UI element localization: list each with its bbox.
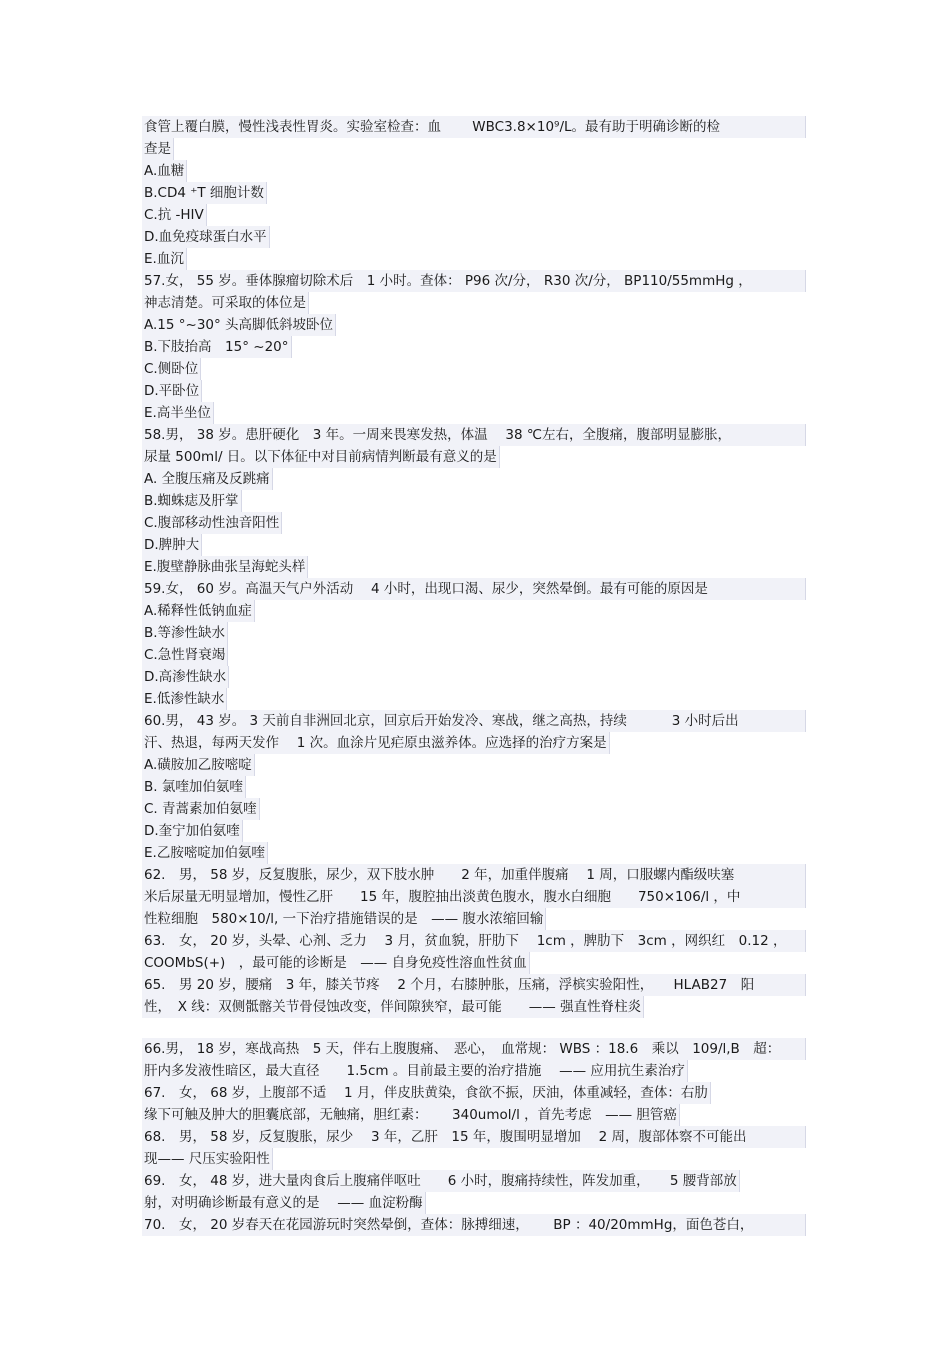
text-line xyxy=(142,600,806,622)
text-line-content: 查是 xyxy=(142,138,174,160)
text-line-content: D.平卧位 xyxy=(142,380,202,402)
text-line xyxy=(142,380,806,402)
text-line-content: B.等渗性缺水 xyxy=(142,622,228,644)
text-line-content: C.急性肾衰竭 xyxy=(142,644,228,666)
text-line xyxy=(142,358,806,380)
text-line xyxy=(142,886,806,908)
text-line-content: 尿量 500ml/ 日。以下体征中对目前病情判断最有意义的是 xyxy=(142,446,500,468)
text-line-content: 68. 男， 58 岁，反复腹胀，尿少 3 年，乙肝 15 年，腹围明显增加 2 周，腹部体察不可能出 xyxy=(142,1126,806,1148)
blank-gap xyxy=(142,1018,806,1038)
text-line xyxy=(142,270,806,292)
text-line-content: A.15 °~30° 头高脚低斜坡卧位 xyxy=(142,314,336,336)
text-line-content: 肝内多发液性暗区，最大直径 1.5cm 。目前最主要的治疗措施 —— 应用抗生素治疗 xyxy=(142,1060,688,1082)
text-line-content: 食管上覆白膜，慢性浅表性胃炎。实验室检查：血 WBC3.8×10⁹/L。最有助于明确诊断的检 xyxy=(142,116,806,138)
text-line xyxy=(142,908,806,930)
text-line-content: A.磺胺加乙胺嘧啶 xyxy=(142,754,255,776)
text-line xyxy=(142,1214,806,1236)
text-line xyxy=(142,1170,806,1192)
text-line xyxy=(142,864,806,886)
text-line xyxy=(142,336,806,358)
text-line xyxy=(142,1060,806,1082)
text-line-content: 62. 男， 58 岁，反复腹胀，尿少，双下肢水肿 2 年，加重伴腹痛 1 周，口服螺内酯级呋塞 xyxy=(142,864,806,886)
text-line xyxy=(142,754,806,776)
text-line xyxy=(142,248,806,270)
text-line-content: 66.男， 18 岁，寒战高热 5 天，伴右上腹腹痛、 恶心， 血常规： WBS ：18.6 乘以 109/l,B 超： xyxy=(142,1038,806,1060)
text-line xyxy=(142,490,806,512)
text-line-content: 汗、热退，每两天发作 1 次。血涂片见疟原虫滋养体。应选择的治疗方案是 xyxy=(142,732,610,754)
text-line-content: B.蜘蛛痣及肝掌 xyxy=(142,490,242,512)
text-line-content: B. 氯喹加伯氨喹 xyxy=(142,776,246,798)
text-line-content: 59.女， 60 岁。高温天气户外活动 4 小时，出现口渴、尿少，突然晕倒。最有可能的原因是 xyxy=(142,578,806,600)
text-line xyxy=(142,842,806,864)
text-line-content: D.血免疫球蛋白水平 xyxy=(142,226,270,248)
text-line xyxy=(142,116,806,138)
text-line-content: 性， X 线：双侧骶髂关节骨侵蚀改变，伴间隙狭窄，最可能 —— 强直性脊柱炎 xyxy=(142,996,644,1018)
text-line xyxy=(142,160,806,182)
text-line xyxy=(142,776,806,798)
text-line-content: A.稀释性低钠血症 xyxy=(142,600,255,622)
text-line-content: C. 青蒿素加伯氨喹 xyxy=(142,798,260,820)
text-line xyxy=(142,578,806,600)
text-line-content: B.CD4 ⁺T 细胞计数 xyxy=(142,182,267,204)
text-line-content: B.下肢抬高 15° ~20° xyxy=(142,336,292,358)
text-line-content: D.脾肿大 xyxy=(142,534,202,556)
text-line-content: D.高渗性缺水 xyxy=(142,666,229,688)
text-line xyxy=(142,402,806,424)
text-line xyxy=(142,644,806,666)
text-line-content: 60.男， 43 岁。 3 天前自非洲回北京，回京后开始发冷、寒战，继之高热，持续 3 小时后出 xyxy=(142,710,806,732)
text-line xyxy=(142,732,806,754)
text-line-content: D.奎宁加伯氨喹 xyxy=(142,820,243,842)
text-line-content: E.低渗性缺水 xyxy=(142,688,227,710)
text-line xyxy=(142,666,806,688)
text-line-content: 性粒细胞 580×10/l, 一下治疗措施错误的是 —— 腹水浓缩回输 xyxy=(142,908,546,930)
text-line-content: E.腹壁静脉曲张呈海蛇头样 xyxy=(142,556,308,578)
text-line-content: E.血沉 xyxy=(142,248,187,270)
text-line xyxy=(142,996,806,1018)
text-line xyxy=(142,930,806,952)
text-line xyxy=(142,820,806,842)
text-line-content: 57.女， 55 岁。垂体腺瘤切除术后 1 小时。查体： P96 次/分， R30 次/分， BP110/55mmHg ， xyxy=(142,270,806,292)
document-page xyxy=(142,116,806,1236)
text-line xyxy=(142,798,806,820)
text-line-content: C.抗 -HIV xyxy=(142,204,207,226)
text-line xyxy=(142,952,806,974)
text-line-content: 69. 女， 48 岁，进大量肉食后上腹痛伴呕吐 6 小时，腹痛持续性，阵发加重， 5 腰背部放 xyxy=(142,1170,740,1192)
text-line xyxy=(142,446,806,468)
text-line xyxy=(142,138,806,160)
text-line xyxy=(142,512,806,534)
text-line-content: 63. 女， 20 岁，头晕、心剂、乏力 3 月，贫血貌，肝肋下 1cm ，脾肋下 3cm ，网织红 0.12 ， xyxy=(142,930,806,952)
text-line-content: A.血糖 xyxy=(142,160,187,182)
text-line xyxy=(142,1126,806,1148)
text-line xyxy=(142,1082,806,1104)
text-line-content: 米后尿量无明显增加，慢性乙肝 15 年，腹腔抽出淡黄色腹水，腹水白细胞 750×106/l ，中 xyxy=(142,886,806,908)
text-line xyxy=(142,1148,806,1170)
text-line xyxy=(142,534,806,556)
text-line xyxy=(142,1104,806,1126)
text-line xyxy=(142,1192,806,1214)
text-line-content: C.腹部移动性浊音阳性 xyxy=(142,512,282,534)
text-line-content: 65. 男 20 岁，腰痛 3 年，膝关节疼 2 个月，右膝肿胀，压痛，浮槟实验阳性， HLAB27 阳 xyxy=(142,974,806,996)
text-line xyxy=(142,710,806,732)
text-line-content: A. 全腹压痛及反跳痛 xyxy=(142,468,273,490)
text-line xyxy=(142,204,806,226)
text-line-content: 现—— 尺压实验阳性 xyxy=(142,1148,273,1170)
text-line xyxy=(142,556,806,578)
text-line-content: E.乙胺嘧啶加伯氨喹 xyxy=(142,842,268,864)
text-line-content: C.侧卧位 xyxy=(142,358,201,380)
text-line xyxy=(142,424,806,446)
text-line-content: 射，对明确诊断最有意义的是 —— 血淀粉酶 xyxy=(142,1192,426,1214)
text-line xyxy=(142,314,806,336)
text-line xyxy=(142,182,806,204)
text-line xyxy=(142,1038,806,1060)
text-line xyxy=(142,688,806,710)
text-line-content: COOMbS(+) ，最可能的诊断是 —— 自身免疫性溶血性贫血 xyxy=(142,952,530,974)
text-line-content: 67. 女， 68 岁，上腹部不适 1 月，伴皮肤黄染，食欲不振，厌油，体重减轻，查体：右肋 xyxy=(142,1082,711,1104)
text-line-content: 神志清楚。可采取的体位是 xyxy=(142,292,309,314)
text-line xyxy=(142,974,806,996)
text-line xyxy=(142,468,806,490)
text-line xyxy=(142,622,806,644)
text-line-content: E.高半坐位 xyxy=(142,402,214,424)
text-line xyxy=(142,226,806,248)
text-line-content: 缘下可触及肿大的胆囊底部，无触痛，胆红素： 340umol/l ，首先考虑 —— 胆管癌 xyxy=(142,1104,680,1126)
text-line-content: 58.男， 38 岁。患肝硬化 3 年。一周来畏寒发热，体温 38 ℃左右，全腹痛，腹部明显膨胀， xyxy=(142,424,806,446)
text-line xyxy=(142,292,806,314)
text-line-content: 70. 女， 20 岁春天在花园游玩时突然晕倒，查体：脉搏细速， BP ：40/20mmHg，面色苍白， xyxy=(142,1214,806,1236)
